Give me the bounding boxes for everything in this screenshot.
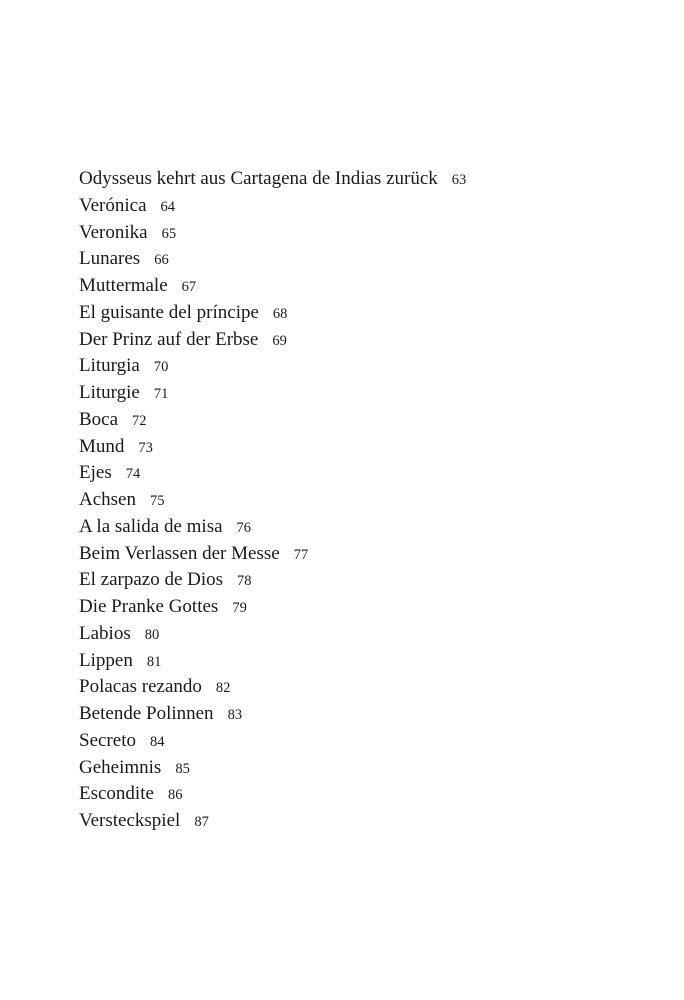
toc-entry-title: Liturgie [79,382,140,403]
toc-entry [79,487,466,514]
toc-entry [79,808,466,835]
toc-entry-page-number: 69 [272,332,287,349]
toc-entry-page-number: 84 [149,733,165,750]
toc-entry [79,273,466,300]
toc-entry-title: El guisante del príncipe [79,301,259,323]
toc-entry-page-number: 63 [451,172,467,188]
toc-entry [79,781,466,808]
toc-entry [79,621,466,648]
toc-entry-title: Escondite [79,783,154,805]
toc-entry-page-number: 82 [215,680,231,697]
toc-entry-page-number: 79 [232,600,247,616]
toc-entry [79,594,466,621]
toc-entry [79,300,466,327]
toc-entry-page-number: 77 [293,546,309,563]
toc-entry-title: Mund [79,435,125,457]
toc-entry-title: Polacas rezando [79,676,202,698]
toc-entry [79,460,466,487]
toc-entry [79,541,466,568]
toc-entry-page-number: 81 [146,653,162,670]
toc-entry [79,353,466,380]
toc-entry-title: Der Prinz auf der Erbse [79,328,259,350]
toc-entry-page-number: 83 [227,707,243,723]
toc-entry [79,434,466,461]
toc-entry-page-number: 76 [236,519,252,536]
toc-entry [79,648,466,675]
toc-entry [79,220,466,247]
toc-entry-page-number: 73 [138,439,153,456]
toc-entry [79,380,466,407]
toc-entry-page-number: 66 [154,252,169,269]
toc-entry-title: Versteckspiel [79,810,181,831]
toc-entry-page-number: 64 [160,198,176,215]
toc-entry [79,701,466,728]
toc-entry-title: Verónica [79,194,147,216]
toc-entry-title: El zarpazo de Dios [79,569,224,591]
toc-entry [79,407,466,434]
toc-entry-title: Odysseus kehrt aus Cartagena de Indias zurück [79,168,438,189]
toc-entry [79,728,466,755]
toc-entry-title: Achsen [79,489,136,510]
toc-entry-title: Labios [79,622,131,644]
toc-entry-title: Lunares [79,248,141,270]
toc-entry [79,674,466,701]
toc-entry-page-number: 68 [272,305,288,322]
toc-entry-title: Lippen [79,649,133,671]
toc-entry-page-number: 67 [181,279,197,295]
toc-entry-title: Ejes [79,462,112,484]
toc-entry-title: Die Pranke Gottes [79,596,219,617]
toc-entry-title: A la salida de misa [79,515,223,537]
toc-entry [79,755,466,782]
toc-entry-title: Geheimnis [79,756,162,778]
toc-entry-title: Betende Polinnen [79,703,214,724]
toc-entry [79,327,466,354]
toc-entry-title: Boca [79,408,119,430]
toc-entry-page-number: 87 [194,814,209,830]
toc-entry-title: Liturgia [79,355,140,377]
toc-entry-title: Muttermale [79,275,168,296]
toc-entry [79,567,466,594]
toc-entry [79,166,466,193]
toc-entry-page-number: 75 [149,493,165,509]
toc-entry-page-number: 65 [161,225,177,242]
toc-entry-page-number: 72 [132,412,147,429]
toc-entry-page-number: 78 [237,573,252,590]
toc-entry-title: Secreto [79,729,136,751]
table-of-contents [79,166,466,835]
toc-entry-page-number: 80 [144,626,160,643]
toc-entry-page-number: 70 [153,359,169,376]
toc-entry-page-number: 86 [167,787,183,804]
toc-entry-page-number: 74 [125,466,141,483]
toc-entry [79,193,466,220]
toc-entry-page-number: 85 [175,760,190,777]
toc-entry [79,514,466,541]
toc-entry-page-number: 71 [153,386,169,402]
toc-entry-title: Veronika [79,221,148,243]
toc-entry [79,246,466,273]
toc-entry-title: Beim Verlassen der Messe [79,542,280,564]
